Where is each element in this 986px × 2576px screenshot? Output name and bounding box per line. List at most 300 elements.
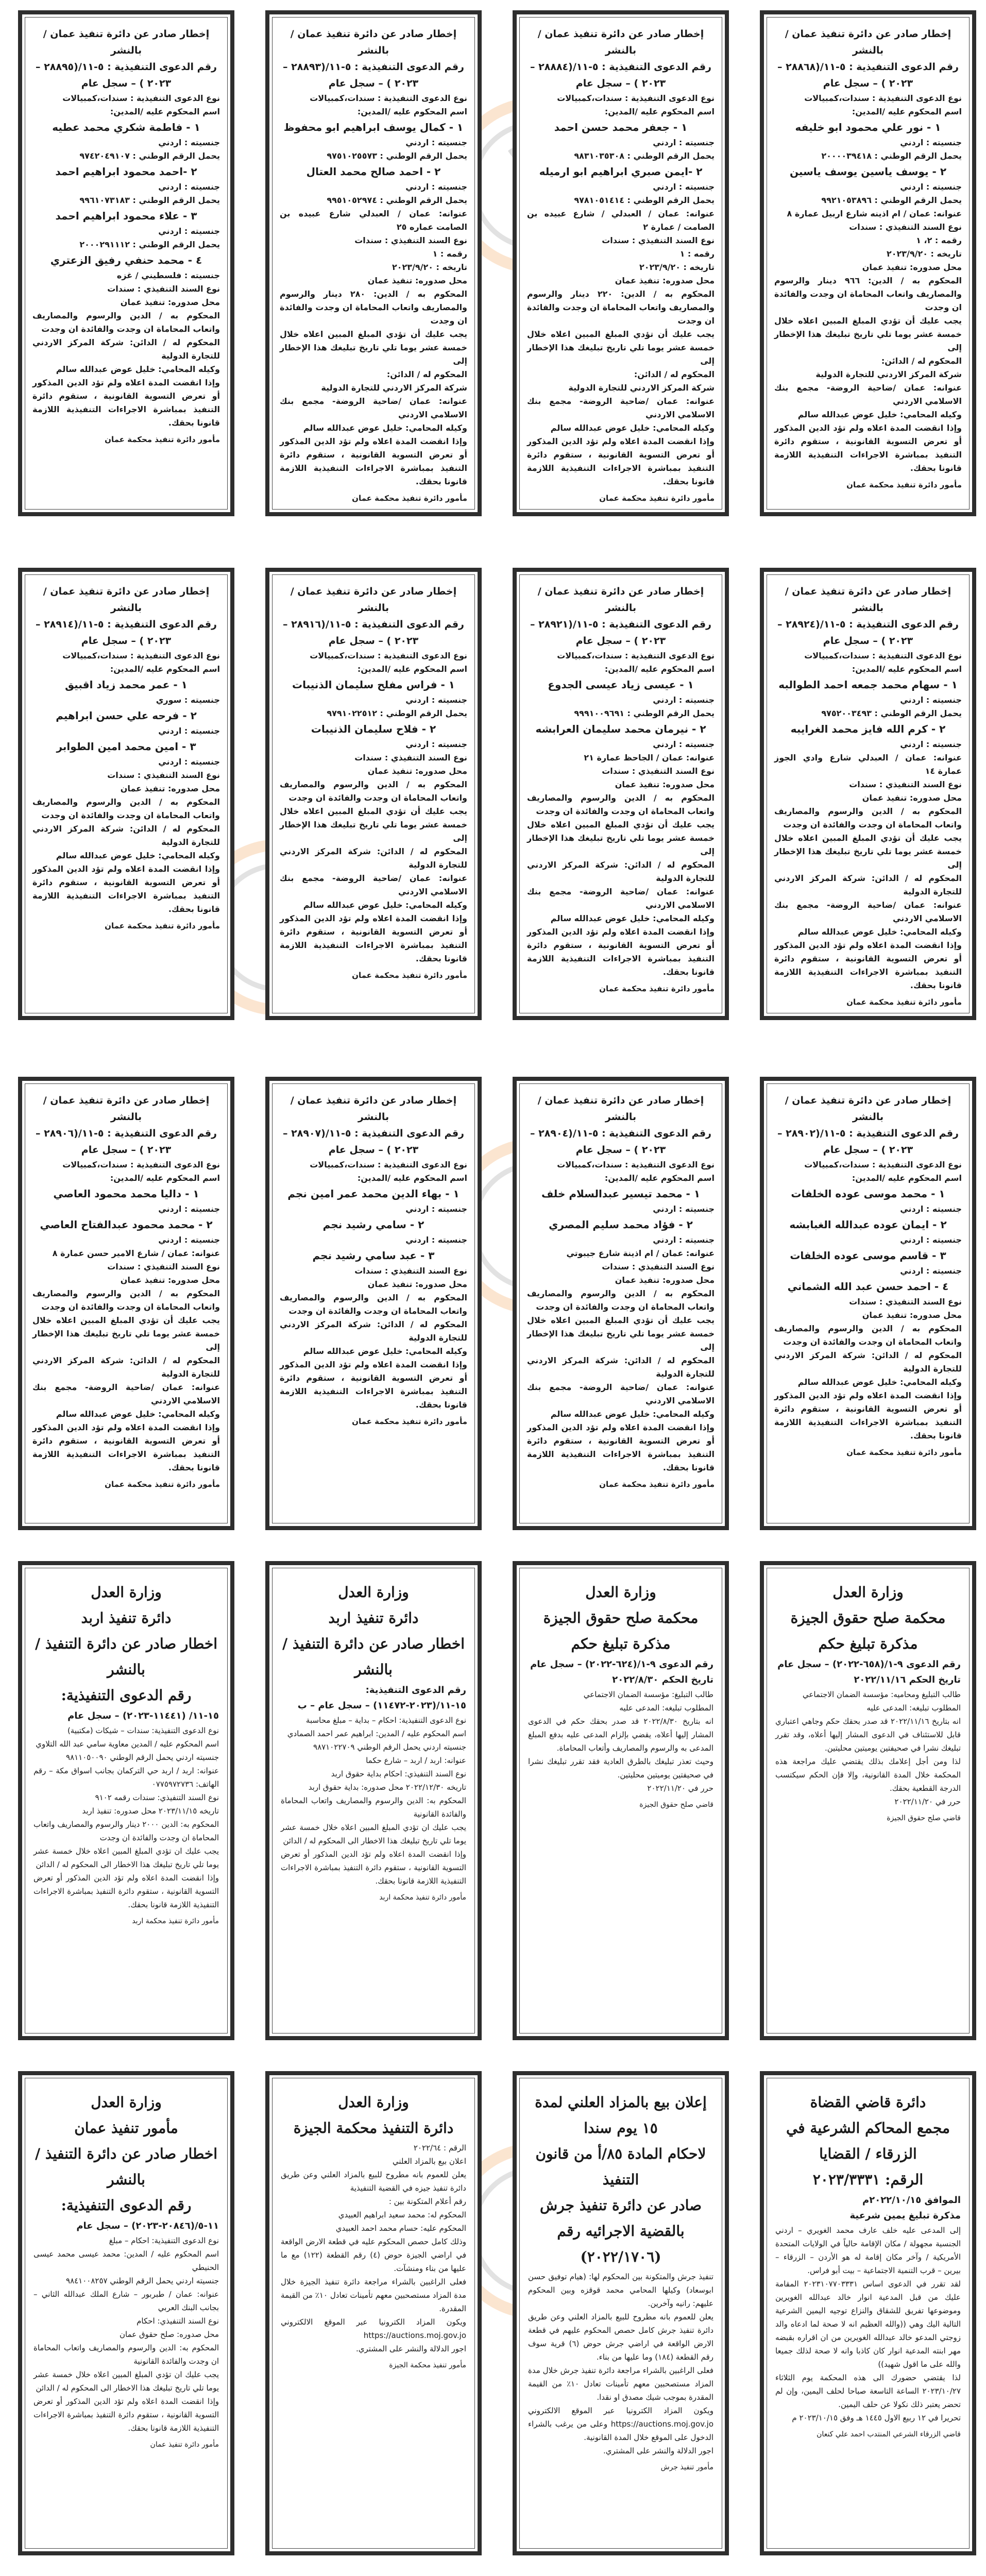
notice-heading: محكمة صلح حقوق الجيزة xyxy=(543,1609,699,1626)
notice-frame xyxy=(767,2078,970,2549)
notice-text: محل صدوره: تنفيذ عمان xyxy=(615,1275,715,1285)
notice-text: وكيله المحامي: خليل عوض عبدالله سالم xyxy=(56,1409,220,1419)
notice-text: المحكوم له / الدائن: شركة المركز الاردني للتجارة الدولية xyxy=(527,1355,715,1379)
notice-text: نوع السند التنفيذي : سندات xyxy=(107,770,220,780)
notice-text: المحكوم به / الدين والرسوم والمصاريف واتعاب المحاماة ان وجدت والفائدة ان وجدت xyxy=(32,797,220,820)
notice-party-name: ٢ - يوسف ياسين يوسف ياسين xyxy=(789,165,947,178)
notice-text: جنسيته : اردني xyxy=(900,138,962,147)
notice-heading: لاحكام المادة ٨٥/أ من قانون التنفيذ xyxy=(535,2145,706,2188)
notice-text: نوع الدعوى التنفيذية : سندات،كمبيالات xyxy=(557,93,715,103)
notice-text: المحكوم به: الدين والرسوم والمصاريف واتعاب المحاماة ان وجدت والفائدة القانونية xyxy=(33,2343,219,2366)
notice-frame xyxy=(25,2078,228,2549)
notice-text: نوع الدعوى التنفيذية : سندات،كمبيالات xyxy=(62,1160,220,1170)
notice-text: وكيله المحامي: خليل عوض عبدالله سالم xyxy=(550,1409,715,1419)
notice-heading: وزارة العدل xyxy=(832,1584,904,1601)
notice-signature: مأمور دائرة تنفيذ محكمة اربد xyxy=(132,1917,219,1925)
notice-text: جنسيته : اردني xyxy=(405,739,467,749)
legal-notice xyxy=(513,2071,729,2555)
notice-text: جنسيته اردني يحمل الرقم الوطني ٩٨٤١٠٠٨٢٥٧ xyxy=(66,2276,219,2285)
notice-text: شركة المركز الاردني للتجارة الدولية xyxy=(321,383,467,393)
notice-party-name: ١ - جعفر محمد حسن احمد xyxy=(554,121,688,133)
notice-text: وكيله المحامي: خليل عوض عبدالله سالم xyxy=(56,851,220,860)
notice-text: محل صدوره: تنفيذ عمان xyxy=(367,276,467,285)
notice-text: نوع الدعوى التنفيذية : سندات،كمبيالات xyxy=(310,93,467,103)
notice-signature: مأمور دائرة تنفيذ محكمة عمان xyxy=(846,1448,962,1457)
notice-party-name: ١ - محمد موسى عوده الخلفات xyxy=(791,1188,945,1200)
notice-text: المحكوم له / الدائن: شركة المركز الاردني للتجارة الدولية xyxy=(527,860,715,883)
notice-text: اعلان بيع بالمزاد العلني xyxy=(392,2157,466,2166)
notice-text: نوع الدعوى التنفيذية : سندات،كمبيالات xyxy=(804,93,962,103)
notice-signature: مأمور دائرة تنفيذ محكمة عمان xyxy=(105,435,220,444)
legal-notice xyxy=(513,10,729,516)
notice-text: جنسيته : اردني xyxy=(405,138,467,147)
notice-text: جنسيته : اردني xyxy=(405,695,467,705)
notice-party-name: ٢ - سامي رشيد نجم xyxy=(322,1218,424,1231)
notice-heading: إخطار صادر عن دائرة تنفيذ عمان / بالنشر xyxy=(43,586,210,614)
notice-text: يحمل الرقم الوطني : ٩٧٨١٠٥١٤١٤ xyxy=(574,195,715,205)
notice-text: المحكوم له / الدائن: xyxy=(881,356,962,366)
notice-text: عنوانه: عمان /ضاحية الروضة- مجمع بنك الاسلامي الاردني xyxy=(527,1382,715,1405)
notice-text: وإذا انقضت المدة اعلاه ولم تؤد الدين المذكور أو تعرض التسوية القانونية ، ستقوم دائرة التنفيذ بمباشرة الاجراءات التنفيذية اللازمة قانونا بحقك. xyxy=(527,1422,715,1472)
notice-text: تاريخه ٢٠٢٢/١٢/٣٠ محل صدوره: بداية حقوق اربد xyxy=(308,1783,466,1792)
notice-text: اجور الدلالة والنشر على المشتري. xyxy=(356,2344,466,2353)
notice-text: اسم المحكوم عليه /المدين: xyxy=(357,1173,467,1183)
notice-party-name: ٢ -احمد محمود ابراهيم احمد xyxy=(55,165,197,178)
notice-row xyxy=(0,1561,986,2040)
notice-heading: إخطار صادر عن دائرة تنفيذ عمان / بالنشر xyxy=(537,1095,704,1123)
notice-text: وإذا انقضت المدة اعلاه ولم تؤد الدين المذكور أو تعرض التسوية القانونية ، ستقوم دائرة التنفيذ بمباشرة الاجراءات التنفيذية اللازمة قانونا بحقك. xyxy=(32,1422,220,1472)
notice-heading: إخطار صادر عن دائرة تنفيذ عمان / بالنشر xyxy=(290,28,457,56)
notice-text: المحكوم له / الدائن: شركة المركز الاردني للتجارة الدولية xyxy=(774,873,962,896)
notice-text: نوع الدعوى التنفيذية: احكام – مبلغ xyxy=(109,2236,219,2245)
notice-text: المحكوم له / الدائن: xyxy=(386,369,467,379)
notice-text: فعلى الراغبين بالشراء مراجعة دائرة تنفيذ الجيزة خلال مدة المزاد مستصحبين معهم تأمينات تعادل ١٠٪ من القيمة المقدرة. xyxy=(281,2277,466,2313)
notice-heading: مجمع المحاكم الشرعية في الزرقاء / القضايا xyxy=(786,2120,950,2162)
notice-text: اسم المحكوم عليه /المدين: xyxy=(604,107,715,116)
notice-text: ويكون المزاد الكترونيا عبر الموقع الالكتروني https://auctions.moj.gov.jo xyxy=(281,2317,466,2340)
notice-text: محل صدوره: تنفيذ عمان xyxy=(615,779,715,789)
notice-heading: رقم الدعوى التنفيذية : ٥-١١/(٢٨٨٦٨ – ٢٠٢٣ ) – سجل عام xyxy=(777,61,959,89)
notice-text: تاريخه ٢٠٢٣/١١/١٥ محل صدوره: تنفيذ اربد xyxy=(82,1806,219,1816)
legal-notice xyxy=(18,10,234,516)
notice-text: عنوانه: عمان / العبدلي / شارع عبيده بن الصامت / عمارة ٢ xyxy=(527,209,715,232)
notice-text: وإذا انقضت المدة اعلاه ولم تؤد الدين المذكور أو تعرض التسوية القانونية ، ستقوم دائرة التنفيذ بمباشرة الاجراءات التنفيذية اللازمة قانونا بحقك. xyxy=(774,940,962,990)
notice-row xyxy=(0,568,986,1020)
notice-heading: إخطار صادر عن دائرة تنفيذ عمان / بالنشر xyxy=(785,1095,951,1123)
notice-text: لذا يقتضي حضورك الى هذه المحكمة يوم الثلاثاء ٢٠٢٣/١٠/٢٧ الساعة التاسعة صباحا لحلف اليمين، وإن لم تحضر يعتبر ذلك نكولا عن حلف اليمين. xyxy=(775,2373,961,2409)
notice-text: وإذا انقضت المدة اعلاه ولم تؤد الدين المذكور أو تعرض التسوية القانونية ، ستقوم دائرة التنفيذ بمباشرة الاجراءات التنفيذية اللازمة قانونا بحقك. xyxy=(774,423,962,473)
notice-text: انه بتاريخ ٢٠٢٢/٨/٣٠ قد صدر بحقك حكم في الدعوى المشار إليها أعلاه، يقضي بإلزام المدعى عليه بدفع المبلغ المدعى به والرسوم والمصاريف وأتعاب المحاماة. xyxy=(528,1717,713,1753)
notice-party-name: ١ - نور علي محمود ابو خليفه xyxy=(795,121,941,133)
notice-text: وكيله المحامي: خليل عوض عبدالله سالم xyxy=(550,423,715,433)
notice-text: جنسيته : سوري xyxy=(156,695,220,705)
notice-party-name: ١ - كمال يوسف ابراهيم ابو محفوظ xyxy=(283,121,464,133)
notice-text: اسم المحكوم عليه /المدين: xyxy=(604,1173,715,1183)
notice-text: نوع السند التنفيذي : سندات xyxy=(849,1297,962,1307)
notices-page xyxy=(0,10,986,2555)
notice-text: نوع السند التنفيذي : سندات xyxy=(602,766,715,776)
notice-text: يحمل الرقم الوطني : ٩٩٥١٠٥٢٩٧٤ xyxy=(327,195,467,205)
notice-text: يحمل الرقم الوطني : ٩٩٦١٠٧٣١٨٣ xyxy=(79,195,220,205)
notice-party-name: ١ - بهاء الدين محمد عمر امين نجم xyxy=(287,1188,460,1200)
notice-text: يجب عليك أن تؤدي المبلغ المبين اعلاه خلال خمسة عشر يوما تلي تاريخ تبليغك هذا الإخطار إلى xyxy=(280,329,467,366)
notice-text: نوع الدعوى التنفيذية : سندات،كمبيالات xyxy=(804,1160,962,1170)
notice-text: وكيله المحامي: خليل عوض عبدالله سالم xyxy=(303,423,467,433)
notice-text: نوع الدعوى التنفيذية : سندات،كمبيالات xyxy=(310,651,467,660)
notice-heading: اخطار صادر عن دائرة التنفيذ / بالنشر xyxy=(35,2145,218,2188)
notice-signature: مأمور دائرة تنفيذ محكمة عمان xyxy=(352,1417,467,1426)
notice-text: عنوانه: عمان / ام اذينه شارع اربيل عمارة ٨ xyxy=(787,209,962,218)
legal-notice xyxy=(265,10,482,516)
notice-party-name: ٢ - فؤاد محمد سليم المصري xyxy=(549,1218,693,1231)
notice-text: وإذا انقضت المدة اعلاه ولم تؤد الدين المذكور أو تعرض التسوية القانونية ، ستقوم دائرة التنفيذ بمباشرة الاجراءات التنفيذية اللازمة قانونا بحقك. xyxy=(774,1391,962,1440)
notice-party-name: رقم الدعوى ٩-١/(٦٥٨-٢٠٢٢) – سجل عام xyxy=(777,1659,961,1670)
notice-frame xyxy=(25,1568,228,2033)
notice-text: محل صدوره: تنفيذ عمان xyxy=(615,276,715,285)
notice-heading: رقم الدعوى التنفيذية : ٥-١١/(٢٨٩٠٤ – ٢٠٢٣ ) – سجل عام xyxy=(530,1128,711,1156)
notice-text: محل صدوره: تنفيذ عمان xyxy=(862,793,962,803)
notice-text: جنسيته : اردني xyxy=(158,1204,220,1214)
notice-text: يحمل الرقم الوطني : ٩٧٩١٠٢٢٥١٢ xyxy=(327,708,467,718)
notice-text: المحكوم به: الدين ٢٠٠٠ دينار والرسوم والمصاريف واتعاب المحاماة ان وجدت والفائدة ان وجدت xyxy=(33,1820,219,1842)
notice-text: نوع الدعوى التنفيذية : سندات،كمبيالات xyxy=(310,1160,467,1170)
notice-text: يحمل الرقم الوطني : ٩٩٢١٠٥٣٨٩٦ xyxy=(821,195,962,205)
notice-text: المحكوم به / الدين والرسوم والمصاريف واتعاب المحاماة ان وجدت والفائدة ان وجدت xyxy=(527,1289,715,1312)
notice-text: رقمه : ٢، ١ xyxy=(916,235,962,245)
notice-text: تنفيذ جرش والمتكونة بين المحكوم لها: (هيام توفيق حسن ابوسعاد) وكيلها المحامي محمد قوقزه وبين المحكوم عليهم: رانيه وآخرين. xyxy=(528,2272,713,2308)
notice-text: محل صدوره: تنفيذ عمان xyxy=(367,1279,467,1289)
notice-text: وكيله المحامي: خليل عوض عبدالله سالم xyxy=(550,913,715,923)
notice-text: يحمل الرقم الوطني : ٩٧٤٢٠٤٩١٠٧ xyxy=(79,151,220,161)
notice-text: جنسيته : اردني xyxy=(405,182,467,192)
notice-signature: قاضي الزرقاء الشرعي المنتدب احمد علي كنعان xyxy=(817,2430,961,2438)
notice-frame xyxy=(272,17,475,510)
notice-text: جنسيته : اردني xyxy=(158,757,220,767)
notice-heading: إخطار صادر عن دائرة تنفيذ عمان / بالنشر xyxy=(537,28,704,56)
notice-text: محل صدوره: تنفيذ عمان xyxy=(862,262,962,272)
notice-signature: مأمور دائرة تنفيذ محكمة عمان xyxy=(352,971,467,980)
notice-heading: رقم الدعوى التنفيذية : ٥-١١/(٢٨٩٠٦ – ٢٠٢٣ ) – سجل عام xyxy=(36,1128,217,1156)
notice-frame xyxy=(272,2078,475,2549)
notice-signature: مأمور دائرة تنفيذ محكمة عمان xyxy=(599,984,715,993)
notice-party-name: ٢ - ايمان عوده عبدالله الغبابشه xyxy=(789,1218,947,1231)
notice-party-name: ١ - عيسى زياد عيسى الجدوع xyxy=(548,679,694,691)
notice-text: عنوانه: عمان /ضاحية الروضة- مجمع بنك الاسلامي الاردني xyxy=(32,1382,220,1405)
notice-text: المحكوم به: الدين والرسوم والمصاريف واتعاب المحاماة والفائدة القانونية xyxy=(281,1796,466,1819)
notice-text: المحكوم له / الدائن: شركة المركز الاردني للتجارة الدولية xyxy=(32,824,220,847)
notice-text: جنسيته : اردني xyxy=(900,695,962,705)
notice-text: اسم المحكوم عليه /المدين: xyxy=(110,664,220,674)
notice-signature: مأمور دائرة تنفيذ محكمة عمان xyxy=(105,921,220,930)
notice-text: وإذا انقضت المدة اعلاه ولم تؤد الدين المذكور أو تعرض التسوية القانونية ، ستقوم دائرة التنفيذ بمباشرة الاجراءات التنفيذية اللازمة قانونا بحقك. xyxy=(280,1360,467,1410)
notice-heading: اخطار صادر عن دائرة التنفيذ / بالنشر xyxy=(282,1635,465,1678)
notice-text: وكيله المحامي: خليل عوض عبدالله سالم xyxy=(797,410,962,419)
notice-text: عنوانه: عمان /ضاحية الروضة- مجمع بنك الاسلامي الاردني xyxy=(774,900,962,923)
notice-text: نوع الدعوى التنفيذية: سندات – شيكات (مكتبية) xyxy=(67,1726,219,1735)
notice-heading: وزارة العدل xyxy=(338,2094,409,2111)
notice-text: المحكوم له / الدائن: شركة المركز الاردني للتجارة الدولية xyxy=(280,846,467,870)
notice-text: عنوانه: اربد / اربد حي التركمان بجانب اسواق مكة – رقم الهاتف: ٠٧٧٥٩٧٢٧٣٦ xyxy=(33,1766,219,1789)
notice-text: المحكوم به / الدين والرسوم والمصاريف واتعاب المحاماة ان وجدت والفائدة ان وجدت xyxy=(774,806,962,829)
notice-text: يجب عليك أن تؤدي المبلغ المبين اعلاه خلال خمسة عشر يوما تلي تاريخ تبليغك هذا الإخطار إلى xyxy=(774,316,962,352)
notice-text: تحريرا في ١٢ ربيع الاول ١٤٤٥ هـ وفق ٢٠٢٣/١٠/١٥ م xyxy=(792,2413,961,2422)
notice-text: نوع السند التنفيذي: احكام بداية حقوق اربد xyxy=(331,1769,466,1778)
notice-text: نوع الدعوى التنفيذية: احكام – بداية – مبلغ محاسبة xyxy=(305,1716,466,1725)
notice-frame xyxy=(519,1083,722,1523)
legal-notice xyxy=(760,568,976,1020)
notice-text: عنوانه: عمان /ضاحية الروضة- مجمع بنك الاسلامي الاردني xyxy=(527,396,715,419)
notice-text: عنوانه: عمان / الجاحظ عمارة ٢١ xyxy=(584,753,715,762)
notice-party-name: ١ - داليا محمد محمود العاصي xyxy=(53,1188,199,1200)
notice-party-name: تاريخ الحكم ٢٠٢٢/٨/٣٠ xyxy=(612,1674,713,1685)
notice-text: وكيله المحامي: خليل عوض عبدالله سالم xyxy=(56,364,220,374)
notice-text: لقد تقرر في الدعوى اساس ٢٠٢٣١٠٧٧٠٣٣٣١ المقامة عليك من قبل المدعية انوار خالد عبدالله الغويرين وموضوعها تفريق للشقاق والنزاع توجيه اليمين الشرعية التالية اليك وهي ((والله العظيم انه لا صحة لما ادعاه والد زوجتي المدعو خالد عبدالله الغويرين من ان اقراره بقبضه مهر ابنته المدعية انوار كان كاذبا وانه لا صحة لذلك جميعا والله على ما اقول شهيد)) xyxy=(775,2279,961,2369)
notice-heading: إعلان بيع بالمزاد العلني لمدة ١٥ يوم سندا xyxy=(535,2094,707,2137)
notice-heading: رقم الدعوى التنفيذية: xyxy=(61,2197,192,2214)
notice-text: لذا ومن أجل إعلامك بذلك يقتضي عليك مراجعة هذه المحكمة خلال المدة القانونية، وإلا فإن الحكم سيكتسب الدرجة القطعية بحقك. xyxy=(775,1757,961,1793)
notice-text: نوع الدعوى التنفيذية : سندات،كمبيالات xyxy=(804,651,962,660)
notice-heading: رقم الدعوى التنفيذية : ٥-١١/(٢٨٨٩٥ – ٢٠٢٣ ) – سجل عام xyxy=(36,61,217,89)
notice-text: المحكوم له / الدائن: xyxy=(634,369,715,379)
notice-text: محل صدوره: صلح حقوق عمان xyxy=(119,2330,219,2339)
notice-signature: مأمور تنفيذ جرش xyxy=(660,2463,713,2471)
legal-notice xyxy=(265,568,482,1020)
notice-text: اسم المحكوم عليه /المدين: xyxy=(357,664,467,674)
notice-heading: رقم الدعوى التنفيذية : ٥-١١/(٢٨٩٠٧ – ٢٠٢٣ ) – سجل عام xyxy=(283,1128,464,1156)
notice-frame xyxy=(519,574,722,1013)
notice-frame xyxy=(519,1568,722,2033)
notice-text: المحكوم به / الدين والرسوم والمصاريف واتعاب المحاماة ان وجدت والفائدة ان وجدت xyxy=(32,1289,220,1312)
notice-text: عنوانه: عمان /ضاحية الروضة- مجمع بنك الاسلامي الاردني xyxy=(527,887,715,910)
notice-heading: دائرة تنفيذ اربد xyxy=(328,1609,419,1626)
notice-text: عنوانه: عمان / العبدلي شارع وادي الجوز عمارة ١٤ xyxy=(774,753,962,776)
notice-heading: رقم الدعوى التنفيذية: xyxy=(61,1687,192,1704)
notice-text: اسم المحكوم عليه / المدين معاوية سامي عبد الله التلاوي xyxy=(36,1739,219,1749)
notice-text: يحمل الرقم الوطني : ٢٠٠٠٢٩١١١٢ xyxy=(79,240,220,249)
notice-text: يجب عليك ان تؤدي المبلغ المبين اعلاه خلال خمسة عشر يوما تلي تاريخ تبليغك هذا الاخطار الى المحكوم له / الدائن xyxy=(33,1846,219,1869)
notice-text: وإذا انقضت المدة اعلاه ولم تؤد الدين المذكور أو تعرض التسوية القانونية ، ستقوم دائرة التنفيذ بمباشرة الاجراءات التنفيذية اللازمة قانونا بحقك. xyxy=(33,2397,219,2433)
notice-party-name: ٢ - نيرمان محمد سليمان العرابشه xyxy=(535,723,706,735)
notice-text: محل صدوره: تنفيذ عمان xyxy=(120,1275,220,1285)
notice-text: وإذا انقضت المدة اعلاه ولم تؤد الدين المذكور أو تعرض التسوية القانونية ، ستقوم دائرة التنفيذ بمباشرة الاجراءات التنفيذية اللازمة قانونا بحقك. xyxy=(33,1873,219,1909)
notice-text: المحكوم به / الدين والرسوم والمصاريف واتعاب المحاماة ان وجدت والفائدة ان وجدت xyxy=(280,779,467,803)
notice-row xyxy=(0,1077,986,1530)
legal-notice xyxy=(760,10,976,516)
notice-heading: رقم الدعوى التنفيذية : ٥-١١/(٢٨٩٢١ – ٢٠٢٣ ) – سجل عام xyxy=(530,619,711,647)
notice-party-name: مذكرة تبليغ يمين شرعية xyxy=(849,2210,961,2221)
notice-text: وكيله المحامي: خليل عوض عبدالله سالم xyxy=(797,927,962,937)
notice-text: يحمل الرقم الوطني : ٩٧٥١٠٢٥٥٧٣ xyxy=(327,151,467,161)
notice-text: وكيله المحامي: خليل عوض عبدالله سالم xyxy=(797,1377,962,1387)
legal-notice xyxy=(760,2071,976,2555)
notice-heading: إخطار صادر عن دائرة تنفيذ عمان / بالنشر xyxy=(43,28,210,56)
notice-text: يجب عليك أن تؤدي المبلغ المبين اعلاه خلال خمسة عشر يوما تلي تاريخ تبليغك هذا الإخطار إلى xyxy=(774,833,962,870)
notice-text: يجب عليك أن تؤدي المبلغ المبين اعلاه خلال خمسة عشر يوما تلي تاريخ تبليغك هذا الإخطار إلى xyxy=(280,806,467,843)
notice-party-name: ٣ - قاسم موسى عوده الخلفات xyxy=(790,1249,946,1262)
notice-text: جنسيته : اردني xyxy=(405,1204,467,1214)
notice-text: نوع السند التنفيذي : سندات xyxy=(107,284,220,294)
notice-party-name: ١ - محمد تيسير عبدالسلام خلف xyxy=(541,1188,701,1200)
notice-frame xyxy=(767,1083,970,1523)
legal-notice xyxy=(265,1561,482,2040)
notice-frame xyxy=(272,1568,475,2033)
notice-text: جنسيته : اردني xyxy=(900,1266,962,1276)
notice-signature: مأمور دائرة تنفيذ محكمة عمان xyxy=(599,494,715,503)
notice-text: محل صدوره: تنفيذ عمان xyxy=(367,766,467,776)
notice-heading: الرقم: ٢٠٢٣/٣٣٣١ xyxy=(812,2171,924,2188)
notice-text: وإذا انقضت المدة اعلاه ولم تؤد الدين المذكور أو تعرض التسوية القانونية ، ستقوم دائرة التنفيذ بمباشرة الاجراءات التنفيذية اللازمة قانونا بحقك. xyxy=(32,378,220,428)
notice-frame xyxy=(272,574,475,1013)
notice-text: نوع السند التنفيذي : سندات xyxy=(354,235,467,245)
legal-notice xyxy=(265,1077,482,1530)
notice-party-name: رقم الدعوى التنفيذية: ١٥-١١/(٢٠٢٣-١١٤٧٢) – سجل عام – ب xyxy=(297,1685,466,1711)
legal-notice xyxy=(265,2071,482,2555)
notice-text: عنوانه: عمان / طبربور – شارع الملك عبدالله الثاني – بجانب البنك العربي xyxy=(33,2290,219,2312)
notice-text: رقمه : ١ xyxy=(432,249,467,259)
notice-text: محل صدوره: تنفيذ عمان xyxy=(120,784,220,793)
notice-text: طالب التبليغ: مؤسسة الضمان الاجتماعي xyxy=(583,1690,713,1699)
notice-text: اسم المحكوم عليه /المدين: xyxy=(110,1173,220,1183)
notice-text: شركة المركز الاردني للتجارة الدولية xyxy=(568,383,715,393)
notice-text: جنسيته : اردني xyxy=(653,182,715,192)
notice-text: المحكوم له / الدائن: شركة المركز الاردني للتجارة الدولية xyxy=(774,1350,962,1374)
notice-heading: إخطار صادر عن دائرة تنفيذ عمان / بالنشر xyxy=(290,1095,457,1123)
notice-text: وكيله المحامي: خليل عوض عبدالله سالم xyxy=(303,900,467,910)
notice-text: اسم المحكوم عليه /المدين: xyxy=(852,664,962,674)
notice-text: وإذا انقضت المدة اعلاه ولم تؤد الدين المذكور أو تعرض التسوية القانونية ، ستقوم دائرة التنفيذ بمباشرة الاجراءات التنفيذية اللازمة قانونا بحقك. xyxy=(281,1850,466,1886)
notice-text: عنوانه: اربد / اربد – شارع حكما xyxy=(366,1756,466,1765)
notice-frame xyxy=(272,1083,475,1523)
notice-heading: إخطار صادر عن دائرة تنفيذ عمان / بالنشر xyxy=(290,586,457,614)
notice-text: المطلوب تبليغه: المدعى عليه xyxy=(866,1703,961,1713)
notice-text: تاريخه : ٢٠٢٣/٩/٢٠ xyxy=(392,262,467,272)
notice-text: جنسيته : اردني xyxy=(158,182,220,192)
notice-text: المحكوم عليه: حسام محمد احمد العبيدي xyxy=(335,2224,466,2233)
notice-party-name: ٢ - محمد محمود عبدالفتاح العاصي xyxy=(40,1218,213,1231)
notice-text: اجور الدلالة والنشر على المشتري. xyxy=(603,2446,713,2455)
notice-text: إلى المدعى عليه خلف عارف محمد الغويري – اردني الجنسية مجهولة / مكان الإقامة حالياً في الولايات المتحدة الأمريكية / وآخر مكان إقامة له هو الأردن – الزرقاء – بيرين – قرب التنمية الاجتماعية – بيت أبو فراس. xyxy=(775,2226,961,2275)
notice-text: المحكوم به / الدين والرسوم والمصاريف واتعاب المحاماة ان وجدت والفائدة ان وجدت xyxy=(280,1293,467,1316)
notice-party-name: ١ - فاطمة شكري محمد عطيه xyxy=(52,121,200,133)
notice-text: جنسيته : اردني xyxy=(900,182,962,192)
notice-text: نوع السند التنفيذي : سندات xyxy=(849,779,962,789)
notice-text: يجب عليك أن تؤدي المبلغ المبين اعلاه خلال خمسة عشر يوما تلي تاريخ تبليغك هذا الإخطار إلى xyxy=(527,329,715,366)
notice-text: يجب عليك أن تؤدي المبلغ المبين اعلاه خلال خمسة عشر يوما تلي تاريخ تبليغك هذا الإخطار إلى xyxy=(527,1315,715,1352)
notice-row xyxy=(0,10,986,516)
notice-frame xyxy=(767,1568,970,2033)
notice-text: جنسيته : اردني xyxy=(900,1235,962,1245)
notice-party-name: ١١-٥/(٢٠٨٤٦-٢٠٢٣) – سجل عام xyxy=(76,2221,219,2231)
notice-text: فعلى الراغبين بالشراء مراجعة دائرة تنفيذ جرش خلال مدة المزاد مستصحبين معهم تأمينات تعادل ١٠٪ من القيمة المقدرة بموجب شيك مصدق او نقدا. xyxy=(528,2366,713,2402)
notice-text: يجب عليك أن تؤدي المبلغ المبين اعلاه خلال خمسة عشر يوما تلي تاريخ تبليغك هذا الإخطار إلى xyxy=(32,1315,220,1352)
notice-text: محل صدوره: تنفيذ عمان xyxy=(862,1310,962,1320)
notice-heading: صادر عن دائرة تنفيذ جرش بالقضية الاجرائيه رقم (٢٠٢٢/١٧٠٦) xyxy=(540,2197,702,2265)
notice-heading: وزارة العدل xyxy=(585,1584,656,1601)
notice-text: يعلن للعموم بانه مطروح للبيع بالمزاد العلني وعن طريق دائرة تنفيذ جرش كامل حصص المحكوم عليهم في قطعة الارض الواقعة في اراضي جرش حوض (٦) قرية سوف رقم القطعة (١٨٤) وما عليها من بناء. xyxy=(528,2312,714,2362)
notice-frame xyxy=(519,2078,722,2549)
legal-notice xyxy=(513,1077,729,1530)
notice-signature: مأمور دائرة تنفيذ محكمة اربد xyxy=(379,1893,466,1902)
notice-row xyxy=(0,2071,986,2555)
notice-signature: مأمور دائرة تنفيذ محكمة عمان xyxy=(846,997,962,1007)
notice-text: جنسيته : اردني xyxy=(900,1204,962,1214)
notice-heading: دائرة التنفيذ محكمة الجيزة xyxy=(293,2120,454,2137)
notice-signature: مأمور دائرة تنفيذ محكمة عمان xyxy=(846,480,962,489)
notice-text: رقم أعلام المتكونة بين : xyxy=(388,2197,466,2206)
notice-heading: رقم الدعوى التنفيذية : ٥-١١/(٢٨٩٠٢ – ٢٠٢٣ ) – سجل عام xyxy=(777,1128,959,1156)
notice-text: وإذا انقضت المدة اعلاه ولم تؤد الدين المذكور أو تعرض التسوية القانونية ، ستقوم دائرة التنفيذ بمباشرة الاجراءات التنفيذية اللازمة قانونا بحقك. xyxy=(527,436,715,486)
notice-party-name: رقم الدعوى ٩-١/(٦٢٤-٢٠٢٢) – سجل عام xyxy=(530,1659,713,1670)
notice-text: جنسيته : اردني xyxy=(900,739,962,749)
notice-heading: مذكرة تبليغ حكم xyxy=(571,1635,671,1652)
notice-text: اسم المحكوم عليه / المدين: ابراهيم عمر احمد الصمادي xyxy=(287,1729,466,1738)
notice-text: عنوانه: عمان /ضاحية الروضة- مجمع بنك الاسلامي الاردني xyxy=(280,396,467,419)
notice-party-name: ٣ - عبد سامي رشيد نجم xyxy=(312,1249,435,1262)
notice-text: تاريخه : ٢٠٢٣/٩/٢٠ xyxy=(886,249,962,259)
legal-notice xyxy=(18,2071,234,2555)
notice-heading: مأمور تنفيذ عمان xyxy=(74,2120,178,2137)
notice-text: عنوانه: عمان / ام اذينة شارع جيبوتي xyxy=(566,1248,715,1258)
notice-text: جنسيته : اردني xyxy=(653,695,715,705)
notice-signature: مأمور دائرة تنفيذ محكمة عمان xyxy=(352,494,467,503)
notice-party-name: ٣ - علاء محمود ابراهيم احمد xyxy=(55,210,197,222)
notice-heading: مذكرة تبليغ حكم xyxy=(818,1635,918,1652)
notice-text: عنوانه: عمان / شارع الامير حسن عمارة ٨ xyxy=(52,1248,220,1258)
notice-text: المحكوم له / الدائن: شركة المركز الاردني للتجارة الدولية xyxy=(32,1355,220,1379)
notice-text: انه بتاريخ ٢٠٢٢/١١/١٦ قد صدر بحقك حكم وجاهي اعتباري قابل للاستئناف في الدعوى المشار إليها أعلاه، وقد تقرر تبليغك نشرا في صحيفتين يوميتين محليتين. xyxy=(775,1717,961,1753)
legal-notice xyxy=(513,568,729,1020)
notice-text: المحكوم به / الدين والرسوم والمصاريف واتعاب المحاماة ان وجدت والفائدة ان وجدت xyxy=(527,793,715,816)
notice-text: يحمل الرقم الوطني : ٩٧٥٢٠٠٣٤٩٣ xyxy=(821,708,962,718)
notice-party-name: ٢ - احمد صالح محمد العتال xyxy=(306,165,441,178)
notice-text: وإذا انقضت المدة اعلاه ولم تؤد الدين المذكور أو تعرض التسوية القانونية ، ستقوم دائرة التنفيذ بمباشرة الاجراءات التنفيذية اللازمة قانونا بحقك. xyxy=(32,864,220,914)
notice-text: المحكوم به / الدين: ٩٦٦ دينار والرسوم والمصاريف واتعاب المحاماة ان وجدت والفائدة ان وجدت xyxy=(774,276,962,312)
notice-text: نوع السند التنفيذي : سندات xyxy=(602,1262,715,1272)
legal-notice xyxy=(18,568,234,1020)
notice-frame xyxy=(25,574,228,1013)
notice-heading: إخطار صادر عن دائرة تنفيذ عمان / بالنشر xyxy=(43,1095,210,1123)
notice-text: المحكوم به / الدين: ٢٢٠ دينار والرسوم والمصاريف واتعاب المحاماة ان وجدت والفائدة ان وجدت xyxy=(527,289,715,326)
notice-text: نوع السند التنفيذي: احكام xyxy=(137,2316,219,2326)
notice-party-name: ١ - فراس مفلح سليمان الذنيبات xyxy=(292,679,455,691)
notice-signature: مأمور دائرة تنفيذ محكمة عمان xyxy=(105,1480,220,1489)
notice-text: وذلك كامل حصص المحكوم عليه في قطعة الارض الواقعة في اراضي الجيزة حوض (٤) رقم القطعة (١٢٢) مع ما عليها من بناء ومنشآت. xyxy=(281,2237,467,2273)
notice-text: يحمل الرقم الوطني : ٢٠٠٠٠٣٩٤١٨ xyxy=(821,151,962,161)
notice-heading: وزارة العدل xyxy=(338,1584,409,1601)
notice-heading: رقم الدعوى التنفيذية : ٥-١١/(٢٨٨٨٤ – ٢٠٢٣ ) – سجل عام xyxy=(530,61,711,89)
legal-notice xyxy=(513,1561,729,2040)
notice-signature: مأمور دائرة تنفيذ عمان xyxy=(150,2441,219,2449)
notice-party-name: ٢ - فلاح سليمان الذنيبات xyxy=(311,723,436,735)
notice-text: اسم المحكوم عليه /المدين: xyxy=(604,664,715,674)
notice-text: جنسيته : اردني xyxy=(653,1235,715,1245)
notice-frame xyxy=(767,17,970,510)
notice-text: عنوانه: عمان / العبدلي شارع عبيده بن الصامت عماره ٢٥ xyxy=(280,209,467,232)
notice-heading: رقم الدعوى التنفيذية : ٥-١١/(٢٨٩٢٤ – ٢٠٢٣ ) – سجل عام xyxy=(777,619,959,647)
notice-heading: وزارة العدل xyxy=(91,1584,162,1601)
legal-notice xyxy=(760,1561,976,2040)
notice-text: وإذا انقضت المدة اعلاه ولم تؤد الدين المذكور أو تعرض التسوية القانونية ، ستقوم دائرة التنفيذ بمباشرة الاجراءات التنفيذية اللازمة قانونا بحقك. xyxy=(527,927,715,977)
notice-text: تاريخه : ٢٠٢٣/٩/٢٠ xyxy=(639,262,715,272)
notice-text: جنسيته : اردني xyxy=(158,1235,220,1245)
notice-text: يجب عليك ان تؤدي المبلغ المبين اعلاه خلال خمسة عشر يوما تلي تاريخ تبليغك هذا الاخطار الى المحكوم له / الدائن xyxy=(281,1823,466,1845)
notice-text: اسم المحكوم عليه / المدين: محمد عيسى محمد عيسى الحنيطي xyxy=(33,2249,219,2272)
notice-party-name: تاريخ الحكم ٢٠٢٢/١١/١٦ xyxy=(854,1674,961,1685)
notice-party-name: ٣ - امين محمد امين الطوابر xyxy=(56,740,196,753)
notice-heading: دائرة تنفيذ اربد xyxy=(81,1609,172,1626)
notice-text: رقمه : ١ xyxy=(679,249,715,259)
notice-text: اسم المحكوم عليه /المدين: xyxy=(357,107,467,116)
